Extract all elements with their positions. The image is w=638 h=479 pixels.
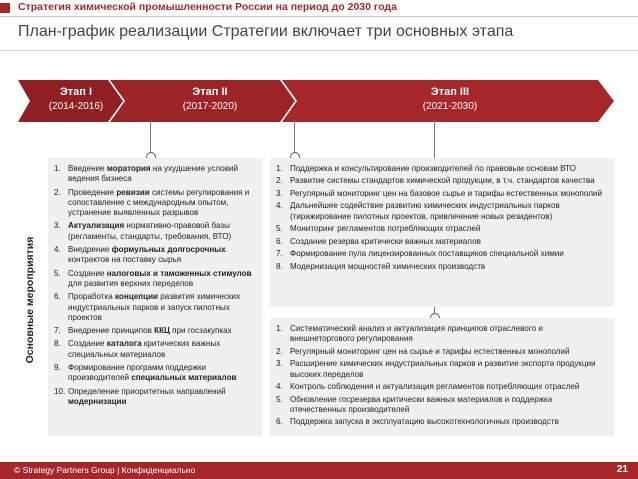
- list-item-number: 2.: [54, 187, 61, 197]
- connector-stage-1: [150, 120, 151, 154]
- list-item-text: Поддержка и консультирование производителей по правовым основам ВТО: [290, 164, 576, 173]
- list-item: [54, 363, 254, 384]
- list-item-text: Проработка концепции развития химических индустриальных парков и запуск пилотных проектов: [68, 292, 241, 322]
- main-activities-label: [18, 160, 42, 440]
- list-item-text: Формирование программ поддержки производителей специальных материалов: [68, 363, 237, 383]
- list-item-number: 8.: [54, 339, 61, 349]
- stage-2-name: Этап II: [192, 86, 228, 98]
- list-item-text: Обновление госрезерва критически важных материалов и поддержка отечественных производителей: [290, 394, 553, 414]
- top-title: Стратегия химической промышленности России на период до 2030 года: [18, 1, 397, 13]
- list-item: [276, 201, 606, 222]
- list-item: [276, 395, 606, 416]
- list-item-number: 7.: [54, 326, 61, 336]
- list-item-text: Создание каталога критических важных специальных материалов: [68, 339, 221, 359]
- list-item-text: Внедрение формульных долгосрочных контрактов на поставку сырья: [68, 245, 226, 265]
- list-item: [54, 269, 254, 290]
- list-item-number: 4.: [276, 382, 283, 392]
- list-item-text: Актуализация нормативно-правовой базы (регламенты, стандарты, требования, ВТО): [68, 221, 232, 241]
- list-item-number: 5.: [54, 268, 61, 278]
- list-item: [276, 359, 606, 380]
- stage-1-panel: [48, 158, 262, 436]
- stage-1: [24, 86, 128, 112]
- list-item-text: Определение приоритетных направлений модернизации: [68, 386, 226, 406]
- stage-1-list: [54, 164, 254, 410]
- stage-3-list: [276, 324, 606, 430]
- list-item-number: 6.: [276, 236, 283, 246]
- stage-2-years: (2017-2020): [182, 101, 238, 112]
- list-item-text: Модернизация мощностей химических производств: [290, 261, 486, 271]
- stage-2: [130, 86, 290, 112]
- list-item: [276, 262, 606, 272]
- list-item: [276, 324, 606, 345]
- stage-1-years: (2014-2016): [48, 101, 104, 112]
- list-item-number: 8.: [276, 261, 283, 271]
- list-item: [54, 164, 254, 185]
- stage-3-name: Этап III: [430, 86, 470, 98]
- list-item-text: Развитие системы стандартов химической продукции, в т.ч. стандартов качества: [290, 176, 595, 186]
- list-item: [276, 176, 606, 186]
- list-item-text: Введение моратория на ухудшение условий ведения бизнеса: [68, 164, 239, 184]
- list-item-text: Систематический анализ и актуализация принципов отраслевого и внешнеторгового регулирования: [290, 324, 543, 344]
- connector-stage-2: [294, 120, 295, 154]
- list-item-number: 4.: [54, 245, 61, 255]
- list-item-number: 5.: [276, 224, 283, 234]
- list-item: [54, 292, 254, 323]
- list-item-number: 1.: [276, 324, 283, 333]
- list-item-number: 6.: [54, 292, 61, 302]
- list-item-number: 7.: [276, 249, 283, 259]
- stage-3: [300, 86, 600, 112]
- list-item: [54, 221, 254, 242]
- list-item: [276, 224, 606, 234]
- list-item: [54, 326, 254, 336]
- subtitle-divider: [0, 50, 638, 51]
- list-item: [54, 387, 254, 408]
- list-item: [276, 417, 606, 427]
- stage-3-years: (2021-2030): [422, 101, 478, 112]
- list-item-text: Регулярный мониторинг цен на сырье и тарифы естественных монополий: [290, 346, 570, 356]
- slide-subtitle: План-график реализации Стратегии включает три основных этапа: [18, 23, 514, 40]
- list-item-number: 1.: [276, 164, 283, 173]
- list-item-text: Поддержка запуска в эксплуатацию высокотехнологичных производств: [290, 417, 559, 427]
- list-item-number: 5.: [276, 394, 283, 404]
- list-item: [54, 245, 254, 266]
- list-item-number: 1.: [54, 164, 61, 173]
- list-item-number: 6.: [276, 417, 283, 427]
- brand-mark: [0, 3, 10, 13]
- page-number: 21: [616, 464, 628, 475]
- list-item-number: 2.: [276, 346, 283, 356]
- main-activities-text: Основные мероприятия: [24, 236, 36, 364]
- list-item-text: Проведение ревизии системы регулирования и сопоставление с международным опытом, устранение выявленных разрывов: [68, 187, 250, 218]
- stage-2-panel: [270, 158, 614, 307]
- stage-1-name: Этап I: [59, 86, 93, 98]
- list-item: [276, 237, 606, 247]
- list-item-number: 2.: [276, 176, 283, 186]
- list-item-text: Формирование пула лицензированных поставщиков специальной химии: [290, 249, 564, 259]
- footer-copyright: © Strategy Partners Group | Конфиденциально: [14, 465, 196, 475]
- list-item-number: 4.: [276, 201, 283, 211]
- title-divider: [0, 16, 638, 17]
- stage-3-panel: [270, 318, 614, 436]
- list-item-text: Создание резерва критически важных материалов: [290, 236, 481, 246]
- list-item-text: Расширение химических индустриальных парков и развитие экспорта продукции высоких переделов: [290, 359, 596, 379]
- list-item: [276, 189, 606, 199]
- list-item: [276, 164, 606, 174]
- list-item: [276, 347, 606, 357]
- list-item: [54, 339, 254, 360]
- list-item-number: 3.: [276, 188, 283, 198]
- stage-2-list: [276, 164, 606, 274]
- list-item-number: 3.: [276, 359, 283, 369]
- footer-bar: [0, 462, 638, 479]
- list-item-text: Дальнейшее содействие развитию химических индустриальных парков (тиражирование пилотных проектов, привлечение новых резидентов): [290, 201, 560, 221]
- list-item-text: Создание налоговых и таможенных стимулов для развития верхних переделов: [68, 268, 252, 288]
- list-item-number: 10.: [54, 386, 66, 396]
- list-item: [276, 249, 606, 259]
- list-item-number: 9.: [54, 363, 61, 373]
- list-item-text: Внедрение принципов ККЦ при госзакупках: [68, 326, 232, 336]
- list-item: [276, 382, 606, 392]
- list-item-number: 3.: [54, 221, 61, 231]
- list-item-text: Регулярный мониторинг цен на базовое сырье и тарифы естественных монополий: [290, 188, 602, 198]
- list-item-text: Контроль соблюдения и актуализация регламентов потребляющих отраслей: [290, 382, 580, 392]
- list-item: [54, 188, 254, 219]
- list-item-text: Мониторинг регламентов потребляющих отраслей: [290, 224, 481, 234]
